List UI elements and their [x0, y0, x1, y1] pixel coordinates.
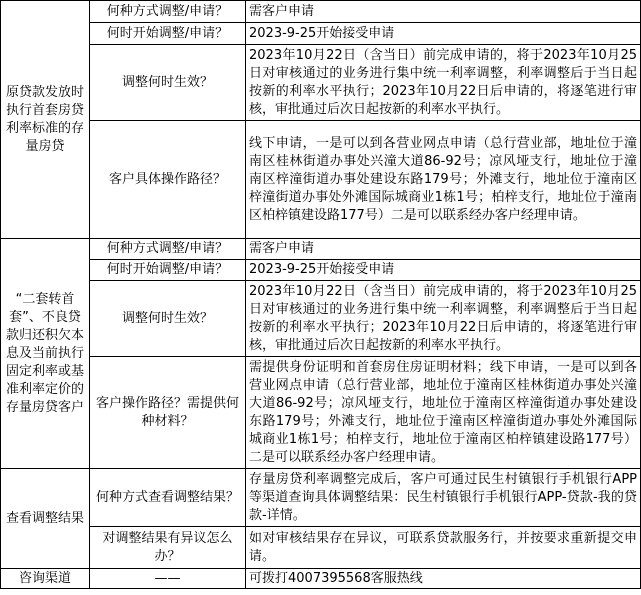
table-row [1, 239, 641, 260]
answer-cell: 如对审核结果存在异议，可联系贷款服务行，并按要求重新提交申请。 [246, 527, 641, 569]
question-cell: 何种方式查看调整结果？ [90, 469, 246, 527]
category-cell: 查看调整结果 [1, 469, 90, 569]
question-cell: 何时开始调整/申请？ [90, 23, 246, 45]
question-cell: 何种方式调整/申请？ [90, 239, 246, 260]
table-row [1, 23, 641, 45]
answer-cell: 可拨打4007395568客服热线 [246, 569, 641, 589]
category-cell: “二套转首套”、不良贷款归还积欠本息及当前执行固定利率或基准利率定价的存量房贷客户 [1, 239, 90, 469]
question-cell: 对调整结果有异议怎么办？ [90, 527, 246, 569]
answer-cell: 需提供身份证明和首套房住房证明材料；线下申请，一是可以到各营业网点申请（总行营业部，地址位于潼南区桂林街道办事处兴潼大道86-92号；凉风垭支行，地址位于潼南区梓潼街道办事处建设东路179号；外滩支行，地址位于潼南区梓潼街道办事处外滩国际城商业1栋1号；柏梓支行，地址位于潼南区柏梓镇建设路177号）二是可以联系经办客户经理申请。 [246, 357, 641, 469]
table-row [1, 357, 641, 469]
question-cell: 客户操作路径？需提供何种材料？ [90, 357, 246, 469]
question-cell: —— [90, 569, 246, 589]
table-row [1, 281, 641, 357]
answer-cell: 2023-9-25开始接受申请 [246, 260, 641, 281]
question-cell: 调整何时生效？ [90, 45, 246, 121]
table-row [1, 469, 641, 527]
table-row [1, 569, 641, 589]
answer-cell: 2023年10月22日（含当日）前完成申请的，将于2023年10月25日对审核通过的业务进行集中统一利率调整，利率调整后于当日起按新的利率水平执行；2023年10月22日后申请的，将逐笔进行审核，审批通过后次日起按新的利率水平执行。 [246, 45, 641, 121]
table-row [1, 1, 641, 23]
question-cell: 何时开始调整/申请？ [90, 260, 246, 281]
question-cell: 客户具体操作路径？ [90, 121, 246, 239]
answer-cell: 线下申请，一是可以到各营业网点申请（总行营业部，地址位于潼南区桂林街道办事处兴潼大道86-92号；凉风垭支行，地址位于潼南区梓潼街道办事处建设东路179号；外滩支行，地址位于潼南区梓潼街道办事处外滩国际城商业1栋1号；柏梓支行，地址位于潼南区柏梓镇建设路177号）二是可以联系经办客户经理申请。 [246, 121, 641, 239]
category-cell: 原贷款发放时执行首套房贷利率标准的存量房贷 [1, 1, 90, 239]
answer-cell: 需客户申请 [246, 1, 641, 23]
answer-cell: 需客户申请 [246, 239, 641, 260]
answer-cell: 2023-9-25开始接受申请 [246, 23, 641, 45]
table-row [1, 121, 641, 239]
table-row [1, 260, 641, 281]
table-row [1, 45, 641, 121]
answer-cell: 2023年10月22日（含当日）前完成申请的，将于2023年10月25日对审核通过的业务进行集中统一利率调整，利率调整后于当日起按新的利率水平执行；2023年10月22日后申请的，将逐笔进行审核，审批通过后次日起按新的利率水平执行。 [246, 281, 641, 357]
answer-cell: 存量房贷利率调整完成后，客户可通过民生村镇银行手机银行APP等渠道查询具体调整结果：民生村镇银行手机银行APP-贷款-我的贷款-详情。 [246, 469, 641, 527]
category-cell: 咨询渠道 [1, 569, 90, 589]
question-cell: 调整何时生效？ [90, 281, 246, 357]
table-row [1, 527, 641, 569]
question-cell: 何种方式调整/申请？ [90, 1, 246, 23]
